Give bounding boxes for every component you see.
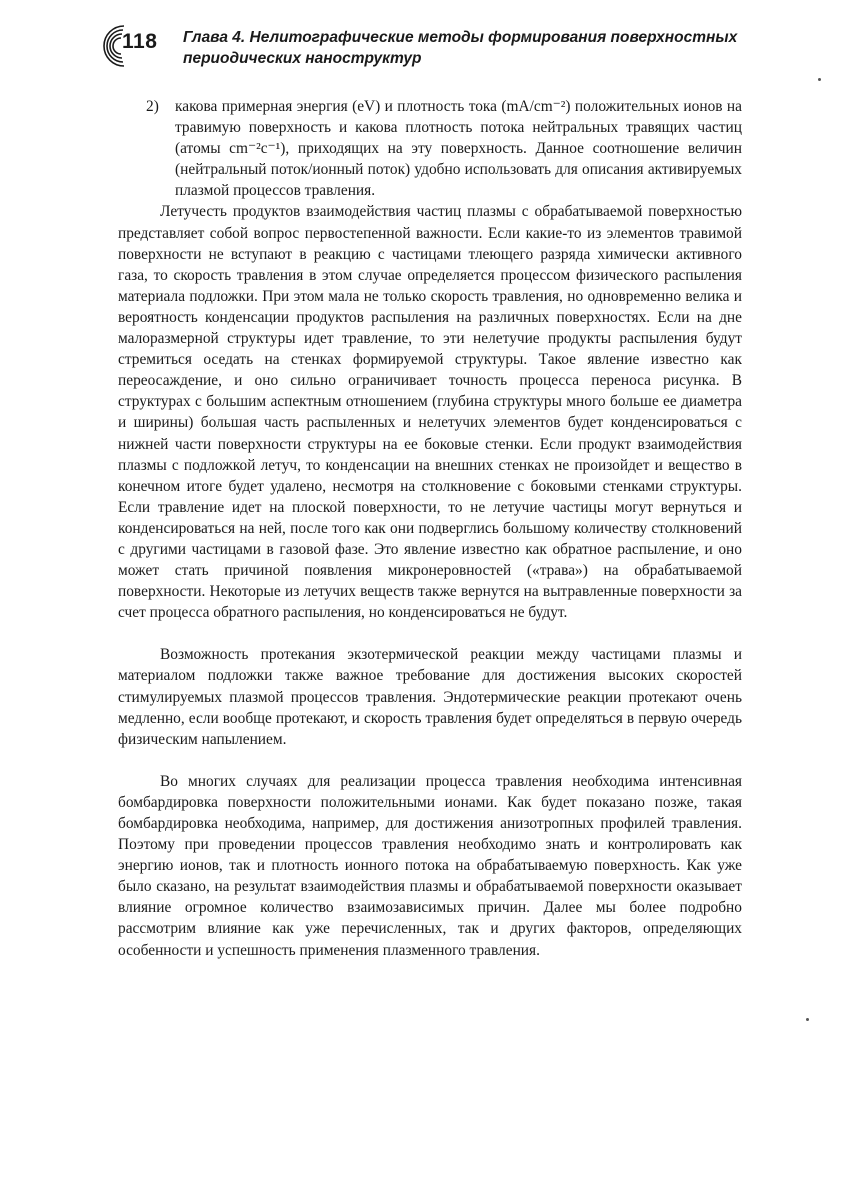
paragraph-gap	[118, 623, 742, 644]
scan-speck	[818, 78, 821, 81]
paragraph-exothermic: Возможность протекания экзотермической реакции между частицами плазмы и материалом подложки также важное требование для достижения высоких скоростей стимулируемых плазмой процессов травления. Эндотермические реакции протекают очень медленно, если вообще протекают, и скорость травления будет определяться в первую очередь физическим напылением.	[118, 646, 742, 748]
chapter-title-line-1: Глава 4. Нелитографические методы формирования поверхностных	[183, 29, 738, 46]
paragraph-ion-bombardment: Во многих случаях для реализации процесса травления необходима интенсивная бомбардировка поверхности положительными ионами. Как будет показано позже, такая бомбардировка необходима, например, для достижения анизотропных профилей травления. Поэтому при проведении процессов травления необходимо знать и контролировать как энергию ионов, так и плотность ионного потока на обрабатываемую поверхность. Как уже было сказано, на результат взаимодействия плазмы и обрабатываемой поверхности оказывает влияние огромное количество взаимозависимых причин. Далее мы более подробно рассмотрим влияние как уже перечисленных, так и других факторов, определяющих особенности и успешность применения плазменного травления.	[118, 772, 742, 959]
list-item-text: какова примерная энергия (eV) и плотность тока (mA/cm⁻²) положительных ионов на травимую поверхность и какова плотность потока нейтральных травящих частиц (атомы cm⁻²c⁻¹), приходящих на эту поверхность. Данное соотношение величин (нейтральный поток/ионный поток) удобно использовать для описания активируемых плазмой процессов травления.	[175, 98, 742, 200]
list-item	[146, 96, 742, 201]
chapter-title-line-2: периодических наноструктур	[183, 50, 422, 67]
paragraph-volatility: Летучесть продуктов взаимодействия частиц плазмы с обрабатываемой поверхностью представляет собой вопрос первостепенной важности. Если какие-то из элементов травимой поверхности не вступают в реакцию с частицами тлеющего разряда химически активного газа, то скорость травления в этом случае определяется процессом физического распыления материала подложки. При этом мала не только скорость травления, но одновременно велика и вероятность конденсации продуктов распыления на различных поверхностях. Если на дне малоразмерной структуры идет травление, то эти нелетучие продукты распыления будут стремиться оседать на стенках формируемой структуры. Такое явление известно как переосаждение, и оно сильно ограничивает точность процесса переноса рисунка. В структурах с большим аспектным отношением (глубина структуры много больше ее диаметра и ширины) большая часть распыленных и нелетучих элементов будет конденсироваться с нижней части поверхности структуры на ее боковые стенки. Если продукт взаимодействия плазмы с подложкой летуч, то конденсации на внешних стенках не произойдет и вещество в конечном итоге будет удалено, несмотря на столкновение с боковыми стенками структуры. Если травление идет на плоской поверхности, то не летучие частицы могут вернуться и конденсироваться на ней, после того как они подверглись большому количеству столкновений с другими частицами в газовой фазе. Это явление известно как обратное распыление, и оно может стать причиной появления микронеровностей («трава») на обрабатываемой поверхности. Некоторые из летучих веществ также вернутся на вытравленные поверхности за счет процесса обратного распыления, но конденсироваться не будут.	[118, 203, 742, 622]
page-body	[118, 96, 742, 961]
list-item-number: 2)	[146, 98, 159, 115]
page-number: 118	[122, 30, 158, 53]
running-head	[183, 27, 743, 69]
scan-speck	[806, 1018, 809, 1021]
paragraph-gap	[118, 750, 742, 771]
